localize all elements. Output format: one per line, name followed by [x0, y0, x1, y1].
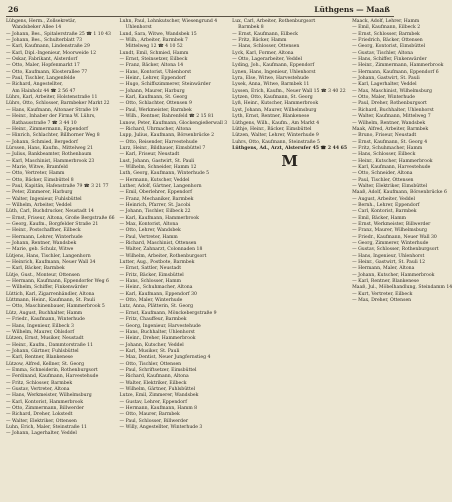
directory-entry: — Fritz, Chauffeur, Barmbek [119, 317, 187, 323]
directory-entry: — Otto, Zimmermann, Billwerder [6, 405, 84, 411]
directory-entry: — Otto, Maler, Winterhude [352, 95, 415, 101]
directory-entry: — Max, Kontorist, Altona [119, 222, 179, 227]
directory-entry: — Ferdinand, Kaufmann, Harvestehude [6, 374, 99, 380]
directory-entry: Luhrs, Otto, Kaufmann, Steinstraße 5 [232, 139, 320, 145]
directory-entry: — Richard, Maschinist, Ottensen [119, 241, 197, 247]
directory-entry: — Karl, Lagerhalter, Veddel [352, 82, 417, 88]
column-1 [6, 19, 115, 499]
directory-entry: — Ernst, Kaufmann, Mönckebergstraße 9 [119, 310, 217, 316]
directory-entry: — Walter, Elektriker, Ottensen [6, 418, 77, 424]
directory-entry: — Johann, Tischler, Eilbeck 22 [119, 209, 191, 215]
directory-entry: — Heinr., Kaufm., Dammtorstraße 11 [6, 342, 94, 348]
directory-entry: — Friedr., Kaufmann, Neuer Wall 30 [352, 234, 437, 240]
directory-entry: Lupp, Julius, Kaufmann, Börsenbrücke 2 [119, 133, 215, 139]
directory-entry: Lunow, Peter, Kaufmann, Glockengießerwall 3 [119, 120, 228, 126]
directory-entry: — Karl, Rentner, Blankenese [352, 279, 419, 285]
directory-entry: — Ernst, Kaufmann, Eilbeck [232, 31, 298, 37]
directory-entry: Lüttich, Karl, Zigarrenhändler, Altona [6, 291, 95, 297]
directory-entry: Lyra, Else, Witwe, Harvestehude [232, 76, 309, 82]
directory-entry: — Otto, Bäcker, Eimsbüttel 8 [6, 177, 74, 183]
directory-entry: Mittelweg 12 ☎ 4 10 52 [125, 44, 183, 50]
directory-entry: — Emil, Oberlehrer, Eppendorf [119, 190, 192, 196]
directory-entry: — Richard, Kaufmann, Altona [119, 374, 189, 380]
directory-entry: — Wilhelm, Rentner, Wandsbek [352, 120, 426, 126]
directory-entry: Lyssen, Erich, Kaufm., Neuer Wall 15 ☎ 3 40 22 [232, 88, 346, 94]
column-3 [232, 19, 347, 499]
directory-entry: — Marie, geb. Schulz, Witwe [6, 247, 74, 253]
directory-entry: Lühgens, Herm., Zollsekretär, [6, 19, 76, 24]
directory-entry: — Johann, Rentner, Wandsbek [6, 241, 77, 247]
directory-entry: Lysek, Anna, Witwe, Barmbek 11 [232, 82, 310, 88]
directory-entry: — Max, Maschinist, Wilhelmsburg [352, 88, 432, 94]
directory-entry: — Hermann, Kutscher, Veddel [119, 177, 190, 183]
directory-entry: Lundt, Emil, Schmied, Hamm [119, 50, 189, 56]
directory-entry: Lührs, Otto, Schlosser, Barmbeker Markt 22 [6, 101, 110, 107]
directory-entry: — Wilhelm, Maurer, Ohlsdorf [6, 329, 75, 335]
directory-entry: — Walter, Kaufmann, Mittelweg 7 [352, 114, 431, 120]
directory-entry: — Richard, Angestellter, [6, 82, 63, 88]
directory-entry: — Johann, Kutscher, Veddel [119, 342, 184, 348]
directory-entry: — Fritz, Schuhmacher, Hamm [352, 145, 423, 151]
directory-entry: Lüttmann, Heinr., Kaufmann, St. Pauli [6, 298, 96, 304]
directory-entry: Lyst, Johann, Maurer, Wilhelmsburg [232, 107, 317, 113]
directory-entry: — Paul, Tischler, Ottensen [352, 177, 414, 183]
directory-entry: — Friedr., Kaufmann, Winterhude [6, 317, 85, 323]
directory-entry: — Johann, Bes., Spitalerstraße 25 ☎ 1 10 43 [6, 31, 111, 37]
directory-entry: — Karl, Rentner, Blankenese [6, 355, 73, 361]
directory-entry: — Hermann, Maler, Altona [352, 266, 415, 272]
directory-entry: Uhlenhorst [125, 25, 152, 31]
directory-entry: — Walter, Elektriker, Eilbeck [119, 380, 187, 386]
directory-entry: — Hans, Ingenieur, Eilbeck 3 [6, 323, 74, 329]
directory-entry: — Otto, Lehrer, Wandsbek [119, 228, 181, 234]
directory-entry: Lyß, Heinr., Kutscher, Hammerbrook [232, 101, 319, 107]
directory-entry: — Paul, Werkmeister, Barmbek [119, 107, 192, 113]
directory-entry: — Heinr., Postschaffner, Eilbeck [6, 228, 81, 234]
running-head: Lüthgens — Maaß [314, 5, 390, 14]
directory-entry: — Otto, Reisender, Harvestehude [119, 139, 198, 145]
directory-entry: — Ernst, Schlosser, Barmbek [352, 31, 420, 37]
directory-entry: — Walter, Zahnarzt, Colonnaden 18 [119, 247, 203, 253]
directory-entry: — Hans, Buchhalter, Uhlenhorst [119, 329, 195, 335]
directory-entry: Lutz, Anna, Plätterin, St. Georg [119, 304, 194, 310]
directory-entry: Lützen, Walter, Lehrer, Winterhude 9 [232, 133, 319, 139]
directory-entry: — Heinr., Dreher, Hammerbrook [119, 336, 196, 342]
directory-entry: — Emma, Schneiderin, Rothenburgsort [6, 367, 98, 373]
directory-entry: — Gustav, Lehrer, Eppendorf [119, 399, 187, 405]
directory-entry: — Karl, Musiker, St. Pauli [119, 348, 180, 354]
directory-entry: Am Hainholz 44 ☎ 2 56 47 [12, 88, 76, 94]
section-letter: M [281, 152, 298, 171]
directory-entry: — Emil, Bäcker, Hamm [352, 215, 406, 221]
directory-entry: — Friedrich, Bäcker, Ottensen [352, 38, 423, 44]
directory-entry: Lütz, August, Buchhalter, Hamm [6, 310, 83, 316]
directory-entry: — Hans, Ingenieur, Uhlenhorst [352, 253, 425, 259]
directory-columns [6, 19, 452, 499]
directory-entry: — Wilh., Arbeiter, Barmbek 7 [119, 38, 188, 44]
directory-entry: — Otto, Lagerarbeiter, Veddel [232, 57, 302, 63]
directory-entry: — Heinr., Kutscher, Hammerbrook [352, 158, 433, 164]
directory-entry: Barmbek 8 [238, 25, 264, 31]
directory-entry: — Otto, Schlachter, Ottensen 9 [119, 101, 192, 107]
directory-entry: — Heinrich, Kaufmann, Neuer Wall 34 [6, 260, 96, 266]
directory-entry: Lund, Sara, Witwe, Wandsbek 15 [119, 31, 197, 37]
directory-entry: — Johann, Gastwirt, St. Pauli [352, 76, 420, 82]
directory-entry: — Karl, Friseur, Neustadt [119, 152, 180, 158]
directory-entry: — Paul, Tischler, Langenfelde [6, 76, 76, 82]
directory-entry: Luhn, Erich, Maler, Steinstraße 11 [6, 425, 87, 430]
directory-entry: — Heinr., Lehrer, Eppendorf [119, 76, 186, 82]
directory-entry: — Karl, Kaufmann, Harvestehude [352, 164, 431, 170]
directory-entry: — Ernst, Kaufmann, St. Georg 4 [352, 139, 428, 145]
directory-entry: Maack, Adolf, Lehrer, Hamm [352, 19, 420, 24]
directory-entry: — Paul, Schlosser, Billwerder [119, 418, 189, 424]
directory-entry: — Karl, Kaufmann, Lindenstraße 29 [6, 44, 90, 50]
directory-entry: — Carl, Kontorist, Barmbek [352, 209, 417, 215]
directory-entry: Lützow, Alfred, Kellner, St. Georg [6, 361, 85, 367]
directory-entry: — Wilhelm, Schiffer, Finkenwärder [6, 285, 88, 291]
directory-entry: — Hans, Kontorist, Uhlenhorst [119, 69, 192, 75]
directory-entry: — Hermann, Kaufmann, Eppendorf 6 [352, 69, 439, 75]
directory-entry: — Franz, Bäcker, Altona 14 [119, 63, 184, 69]
directory-entry: — Otto, Vertreter, Hamm [6, 171, 65, 177]
directory-entry: — Wilhelm, Arbeiter, Rothenburgsort [119, 253, 207, 259]
directory-entry: — Oskar, Fabrikant, Alsterdorf [6, 57, 78, 63]
directory-entry: — Johann, Maurer, Harburg [119, 88, 185, 94]
directory-entry: — Heinr., Gastwirt, St. Pauli 12 [352, 260, 426, 266]
directory-entry: — Otto, Maurer, Barmbek [119, 412, 180, 418]
directory-entry: Lyck, Karl, Former, Altona [232, 50, 294, 56]
directory-entry: — Karl, Kaufmann, Hammerbrook [119, 215, 199, 221]
directory-entry: — Otto, Maler, Winterhude [119, 298, 183, 304]
directory-entry: Wandsbeker Allee 14 [12, 25, 62, 31]
directory-entry: — Johann, Lagerhalter, Veddel [6, 431, 77, 437]
directory-entry: — Johann, Kutscher, Hammerbrook [352, 272, 435, 278]
directory-entry: — Hermann, Kaufmann, Hamm 8 [119, 405, 198, 411]
directory-entry: — Walter, Elektriker, Eimsbüttel [352, 183, 428, 189]
directory-entry: — Georg, Ingenieur, Harvestehude [119, 323, 201, 329]
directory-entry: — Heinr., Schuhmacher, Altona [119, 285, 193, 291]
directory-entry: — August, Arbeiter, Veddel [352, 196, 415, 202]
directory-entry: — Hans, Kaufmann, Altonaer Straße 19 [6, 107, 99, 113]
directory-entry: — Georg, Kaufm., Borgfelder Straße 21 [6, 222, 99, 227]
directory-entry: — Max, Dreher, Ottensen [352, 298, 412, 304]
directory-entry: — Ernst, Steinsetzer, Eilbeck [119, 57, 188, 63]
directory-entry: Lyding, Joh., Kaufmann, Eppendorf [232, 63, 315, 69]
directory-entry: — Ernst, Werkmeister, Billwerder [352, 222, 431, 227]
directory-entry: — Fritz, Bäcker, Hamm [232, 38, 287, 44]
directory-entry: Lüth, Carl, Buchdrucker, Neustadt 14 [6, 209, 94, 215]
directory-entry: — Gustav, Schlosser, Rothenburgsort [352, 247, 439, 253]
directory-entry: — Otto, Maschinenbauer, Hammerbrook 5 [6, 304, 105, 310]
directory-entry: — Paul, Kapitän, Hafenstraße 79 ☎ 3 21 77 [6, 183, 109, 189]
directory-entry: — Fritz, Bäcker, Eimsbüttel [119, 272, 184, 278]
directory-entry: — Georg, Zimmerer, Winterhude [352, 241, 429, 247]
directory-entry: — Ernst, Friseur, Altona, Große Bergstraße 66 [6, 215, 115, 221]
directory-entry: Lüthgens, Wilh., Kaufm., Am Markt 4 [232, 120, 320, 126]
directory-entry: — Johann, Schmied, Bergedorf [6, 139, 78, 145]
directory-entry: Lyth, Ernst, Rentner, Blankenese [232, 114, 310, 120]
directory-entry: — Hans, Schlosser, Eilbeck [352, 152, 416, 158]
column-2 [120, 19, 228, 499]
directory-entry: Maak, Alfred, Arbeiter, Barmbek [352, 126, 429, 132]
directory-entry: — Heinr., Inhaber der Firma W. Lührs, [6, 114, 96, 120]
directory-entry: — Karl, Maschinist, Hammerbrook 23 [6, 158, 95, 164]
directory-entry: Lurz, Heinr., Bildhauer, Eimsbüttel 7 [119, 145, 206, 151]
directory-entry: — Paul, Dreher, Rothenburgsort [352, 101, 427, 107]
directory-entry: — Karl, Dipl.-Ingenieur, Moorweide 12 [6, 50, 97, 56]
directory-entry: — Otto, Maler, Hopfenmarkt 17 [6, 63, 80, 69]
directory-entry: — Ernst, Sattler, Neustadt [119, 266, 182, 272]
directory-entry: Lutter, Aug., Postbote, Barmbek [119, 260, 195, 266]
directory-entry: — Heinr., Zimmermann, Hammerbrook [352, 63, 444, 69]
directory-entry: Lützen, Ernst, Musiker, Neustadt [6, 336, 84, 342]
directory-entry: Lüthgens, Ad., Arzt, Alsterufer 45 ☎ 2 44 65 [232, 145, 348, 151]
directory-entry: — Gustav, Tischler, Altona [352, 50, 413, 56]
directory-entry: — Heinrich, Pfarrer, St. Jacobi [119, 202, 191, 208]
directory-entry: — Karl, Kaufmann, Eppendorf 30 [119, 291, 197, 297]
directory-entry: — Karl, Kontorist, Hammerbrook [6, 399, 84, 405]
page-number: 26 [8, 5, 19, 14]
directory-entry: — Georg, Kontorist, Eimsbüttel [352, 44, 426, 50]
directory-entry: — Franz, Maurer, Wilhelmsburg [352, 228, 427, 234]
directory-entry: Lüthje, Heinr., Bäcker, Eimsbüttel [232, 126, 312, 132]
directory-entry: — Bernh., Lehrer, Eppendorf [352, 202, 420, 208]
directory-entry: — Richard, Dreher, Lokstedt [6, 412, 73, 418]
directory-entry: — Hans, Werkmeister, Wilhelmsburg [6, 393, 92, 399]
directory-entry: — Heinr., Zimmermann, Eppendorf [6, 126, 89, 132]
directory-entry: — Wilhelm, Arbeiter, Veddel [6, 202, 72, 208]
directory-entry: Lütje, Gust., Monteur, Ottensen [6, 272, 80, 278]
directory-entry: — Julius, Bankbeamter, Rothenbaum [6, 152, 92, 158]
directory-entry: Maaß, Adolf, Kaufmann, Börsenbrücke 6 [352, 190, 447, 196]
directory-entry: — Richard, Uhrmacher, Altona [119, 126, 191, 132]
directory-entry: — Wilh., Rentner, Bahrenfeld ☎ 2 15 81 [119, 114, 214, 120]
directory-entry: Lutze, Emil, Zimmerer, Wandsbek [119, 393, 199, 399]
directory-entry: — Fritz, Schlosser, Barmbek [6, 380, 73, 386]
directory-entry: — Kurt, Vertreter, Eilbeck [352, 291, 413, 297]
directory-entry: — Otto, Kaufmann, Klosterallee 77 [6, 69, 88, 75]
directory-entry: Luhn, Paul, Lohnkutscher, Wiesengrund 4 [119, 19, 218, 24]
directory-entry: — Karl, Kaufmann, St. Georg [119, 95, 188, 101]
directory-entry: Lust, Johann, Gastwirt, St. Pauli [119, 158, 195, 164]
directory-entry: — Willy, Angestellter, Winterhude 3 [119, 425, 203, 430]
directory-entry: Lütjens, Hans, Tischler, Langenhorn [6, 253, 91, 259]
page-header [6, 4, 394, 17]
directory-entry: Lürssen, Hans, Kaufm., Mittelweg 21 [6, 145, 94, 151]
directory-entry: — Johann, Bes., Schulterblatt 73 [6, 38, 83, 44]
directory-entry: Rathausstraße 7 ☎ 3 44 10 [12, 120, 77, 126]
directory-entry: — Wilhelm, Gärtner, Fuhlsbüttel [119, 386, 196, 392]
directory-entry: Lux, Carl, Arbeiter, Rothenburgsort [232, 19, 316, 24]
directory-entry: Lynen, Hans, Ingenieur, Uhlenhorst [232, 69, 316, 75]
directory-entry: Luther, Adolf, Gärtner, Langenhorn [119, 183, 202, 189]
directory-entry: — Franz, Mechaniker, Barmbek [119, 196, 194, 202]
directory-entry: — Hinrich, Schlachter, Billhorner Weg 8 [6, 133, 100, 139]
directory-entry: — Marie, Witwe, Bramfeld [6, 164, 68, 170]
directory-entry: — Emil, Kaufmann, Eilbeck 2 [352, 25, 421, 31]
directory-entry: Lührs, Karl, Arbeiter, Holstenstraße 11 [6, 95, 98, 101]
directory-entry: — Otto, Tischler, Ottensen [119, 361, 182, 367]
directory-entry: — Hans, Schlosser, Hamm [119, 279, 181, 285]
directory-entry: — Hugo, Schiffszimmerer, Steinwärder [119, 82, 211, 88]
directory-entry: Lytzen, Otto, Kaufmann, St. Georg [232, 95, 313, 101]
directory-entry: — Karl, Bäcker, Barmbek [6, 266, 65, 272]
directory-entry: — Hermann, Lehrer, Winterhude [6, 234, 83, 240]
directory-entry: Luth, Georg, Kaufmann, Winterhude 5 [119, 171, 210, 177]
directory-entry: — Otto, Schneider, Altona [352, 171, 413, 177]
directory-entry: — Paul, Vertreter, Hamm [119, 234, 178, 240]
directory-entry: — Walter, Ingenieur, Fuhlsbüttel [6, 196, 82, 202]
directory-entry: — Hans, Schlosser, Ottensen [232, 44, 300, 50]
directory-entry: — Richard, Buchhalter, Uhlenhorst [352, 107, 434, 113]
directory-entry: — Johann, Gärtner, Fuhlsbüttel [6, 348, 79, 354]
column-4 [352, 19, 452, 499]
directory-entry: — Peter, Zimmerer, Harburg [6, 190, 73, 196]
directory-entry: Maaß, Jul., Möbelhandlung, Steindamm 14 [352, 285, 452, 291]
directory-entry: — Wilhelm, Schneider, Hamm 12 [119, 164, 197, 170]
directory-entry: — Max, Dentist, Neuer Jungfernstieg 4 [119, 355, 211, 361]
directory-entry: — Hans, Schiffer, Finkenwärder [352, 57, 427, 63]
directory-entry: — Hermann, Kaufmann, Eppendorfer Weg 6 [6, 279, 109, 285]
directory-entry: — Bruno, Friseur, Neustadt [352, 133, 417, 139]
directory-entry: — Paul, Schriftsetzer, Eimsbüttel [119, 367, 197, 373]
directory-entry: — Gustav, Vertreter, Altona [6, 386, 70, 392]
